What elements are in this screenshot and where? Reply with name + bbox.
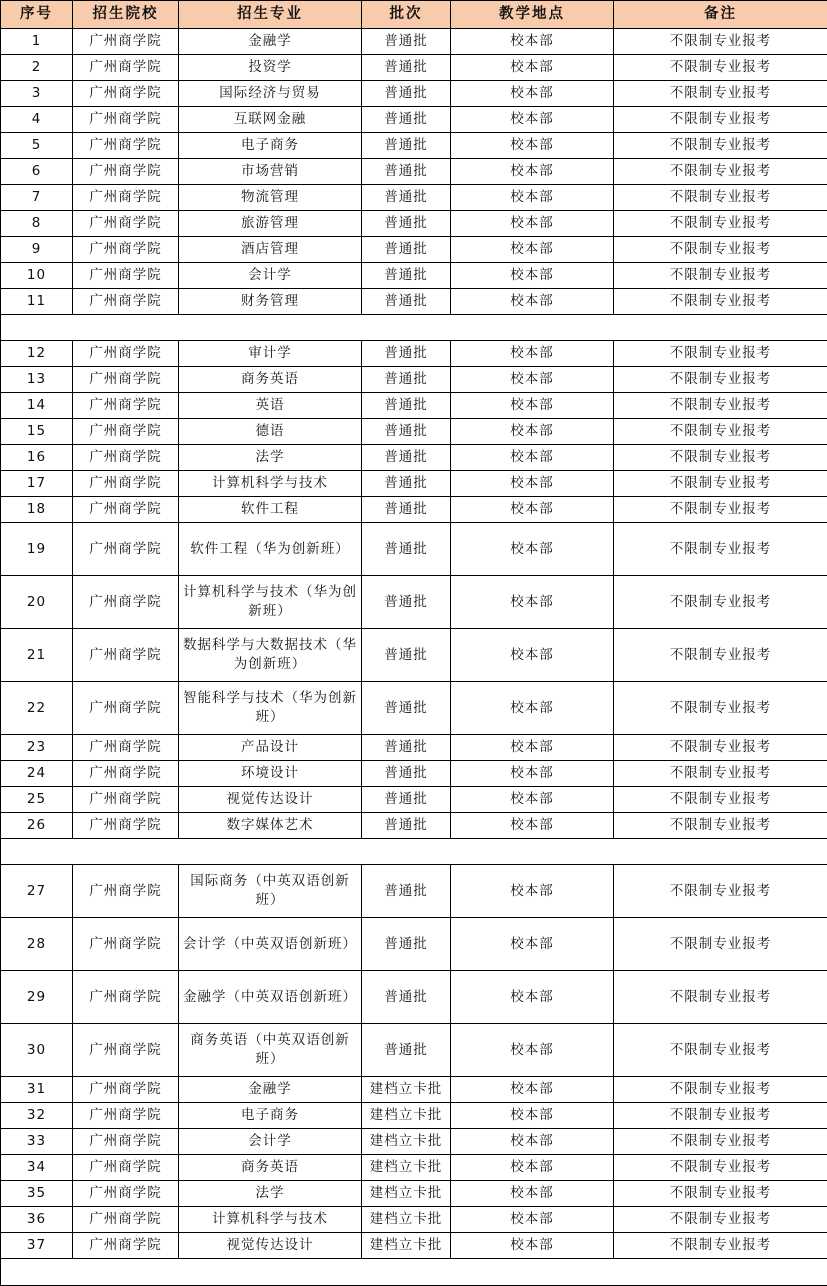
cell-batch: 建档立卡批 <box>362 1103 451 1129</box>
blank-cell <box>1 839 827 865</box>
cell-school: 广州商学院 <box>73 735 179 761</box>
cell-major: 财务管理 <box>179 289 362 315</box>
cell-no: 31 <box>1 1077 73 1103</box>
cell-batch: 普通批 <box>362 81 451 107</box>
cell-location: 校本部 <box>451 1077 614 1103</box>
cell-note: 不限制专业报考 <box>614 576 827 629</box>
table-row <box>1 1129 827 1155</box>
cell-note: 不限制专业报考 <box>614 393 827 419</box>
cell-location: 校本部 <box>451 682 614 735</box>
cell-no: 19 <box>1 523 73 576</box>
cell-note: 不限制专业报考 <box>614 471 827 497</box>
cell-note: 不限制专业报考 <box>614 55 827 81</box>
blank-separator-row <box>1 839 827 865</box>
cell-school: 广州商学院 <box>73 159 179 185</box>
cell-note: 不限制专业报考 <box>614 107 827 133</box>
table-row <box>1 865 827 918</box>
cell-batch: 普通批 <box>362 787 451 813</box>
cell-major: 计算机科学与技术（华为创新班） <box>179 576 362 629</box>
cell-batch: 建档立卡批 <box>362 1207 451 1233</box>
table-row <box>1 1233 827 1259</box>
cell-location: 校本部 <box>451 629 614 682</box>
table-row <box>1 576 827 629</box>
cell-location: 校本部 <box>451 393 614 419</box>
table-row <box>1 1207 827 1233</box>
cell-batch: 普通批 <box>362 471 451 497</box>
cell-location: 校本部 <box>451 865 614 918</box>
cell-note: 不限制专业报考 <box>614 735 827 761</box>
cell-no: 6 <box>1 159 73 185</box>
cell-location: 校本部 <box>451 813 614 839</box>
cell-location: 校本部 <box>451 107 614 133</box>
cell-no: 24 <box>1 761 73 787</box>
cell-major: 商务英语 <box>179 1155 362 1181</box>
cell-note: 不限制专业报考 <box>614 629 827 682</box>
cell-no: 7 <box>1 185 73 211</box>
cell-no: 32 <box>1 1103 73 1129</box>
cell-major: 计算机科学与技术 <box>179 471 362 497</box>
table-row <box>1 1024 827 1077</box>
cell-major: 商务英语（中英双语创新班） <box>179 1024 362 1077</box>
cell-batch: 普通批 <box>362 107 451 133</box>
cell-batch: 普通批 <box>362 263 451 289</box>
cell-school: 广州商学院 <box>73 107 179 133</box>
cell-note: 不限制专业报考 <box>614 1155 827 1181</box>
cell-batch: 普通批 <box>362 865 451 918</box>
header-batch: 批次 <box>362 1 451 29</box>
cell-no: 9 <box>1 237 73 263</box>
cell-major: 会计学 <box>179 263 362 289</box>
cell-school: 广州商学院 <box>73 971 179 1024</box>
cell-note: 不限制专业报考 <box>614 289 827 315</box>
cell-major: 法学 <box>179 1181 362 1207</box>
cell-batch: 普通批 <box>362 813 451 839</box>
cell-batch: 普通批 <box>362 367 451 393</box>
cell-major: 金融学（中英双语创新班） <box>179 971 362 1024</box>
cell-major: 审计学 <box>179 341 362 367</box>
cell-note: 不限制专业报考 <box>614 263 827 289</box>
cell-school: 广州商学院 <box>73 471 179 497</box>
blank-cell <box>1 1259 827 1286</box>
cell-batch: 普通批 <box>362 682 451 735</box>
cell-no: 21 <box>1 629 73 682</box>
cell-no: 33 <box>1 1129 73 1155</box>
cell-note: 不限制专业报考 <box>614 81 827 107</box>
cell-school: 广州商学院 <box>73 133 179 159</box>
cell-batch: 普通批 <box>362 133 451 159</box>
cell-school: 广州商学院 <box>73 865 179 918</box>
cell-major: 市场营销 <box>179 159 362 185</box>
cell-note: 不限制专业报考 <box>614 497 827 523</box>
table-row <box>1 918 827 971</box>
cell-batch: 普通批 <box>362 918 451 971</box>
cell-major: 互联网金融 <box>179 107 362 133</box>
cell-no: 13 <box>1 367 73 393</box>
cell-school: 广州商学院 <box>73 211 179 237</box>
cell-note: 不限制专业报考 <box>614 185 827 211</box>
cell-no: 28 <box>1 918 73 971</box>
cell-no: 8 <box>1 211 73 237</box>
cell-school: 广州商学院 <box>73 81 179 107</box>
table-row <box>1 787 827 813</box>
cell-location: 校本部 <box>451 576 614 629</box>
cell-no: 34 <box>1 1155 73 1181</box>
cell-location: 校本部 <box>451 971 614 1024</box>
cell-batch: 普通批 <box>362 1024 451 1077</box>
table-row <box>1 185 827 211</box>
cell-location: 校本部 <box>451 341 614 367</box>
cell-major: 德语 <box>179 419 362 445</box>
cell-no: 3 <box>1 81 73 107</box>
cell-location: 校本部 <box>451 523 614 576</box>
cell-note: 不限制专业报考 <box>614 159 827 185</box>
table-row <box>1 682 827 735</box>
cell-location: 校本部 <box>451 159 614 185</box>
cell-note: 不限制专业报考 <box>614 1077 827 1103</box>
table-body <box>1 29 827 1286</box>
blank-cell <box>1 315 827 341</box>
cell-major: 酒店管理 <box>179 237 362 263</box>
cell-school: 广州商学院 <box>73 29 179 55</box>
table-row <box>1 629 827 682</box>
cell-location: 校本部 <box>451 367 614 393</box>
cell-school: 广州商学院 <box>73 55 179 81</box>
cell-major: 国际商务（中英双语创新班） <box>179 865 362 918</box>
cell-no: 30 <box>1 1024 73 1077</box>
cell-batch: 普通批 <box>362 55 451 81</box>
cell-location: 校本部 <box>451 419 614 445</box>
cell-no: 25 <box>1 787 73 813</box>
cell-note: 不限制专业报考 <box>614 787 827 813</box>
cell-location: 校本部 <box>451 289 614 315</box>
table-row <box>1 211 827 237</box>
cell-school: 广州商学院 <box>73 523 179 576</box>
table-row <box>1 55 827 81</box>
cell-school: 广州商学院 <box>73 185 179 211</box>
cell-school: 广州商学院 <box>73 813 179 839</box>
cell-major: 旅游管理 <box>179 211 362 237</box>
cell-no: 2 <box>1 55 73 81</box>
cell-batch: 普通批 <box>362 393 451 419</box>
cell-no: 1 <box>1 29 73 55</box>
table-row <box>1 237 827 263</box>
cell-no: 12 <box>1 341 73 367</box>
cell-location: 校本部 <box>451 1181 614 1207</box>
cell-note: 不限制专业报考 <box>614 1207 827 1233</box>
cell-location: 校本部 <box>451 29 614 55</box>
table-row <box>1 107 827 133</box>
cell-location: 校本部 <box>451 1155 614 1181</box>
cell-note: 不限制专业报考 <box>614 133 827 159</box>
cell-batch: 普通批 <box>362 237 451 263</box>
table-row <box>1 81 827 107</box>
cell-major: 视觉传达设计 <box>179 1233 362 1259</box>
cell-location: 校本部 <box>451 1129 614 1155</box>
cell-no: 18 <box>1 497 73 523</box>
cell-batch: 普通批 <box>362 445 451 471</box>
header-location: 教学地点 <box>451 1 614 29</box>
cell-no: 35 <box>1 1181 73 1207</box>
cell-note: 不限制专业报考 <box>614 682 827 735</box>
cell-no: 16 <box>1 445 73 471</box>
cell-major: 投资学 <box>179 55 362 81</box>
cell-major: 数字媒体艺术 <box>179 813 362 839</box>
cell-school: 广州商学院 <box>73 1181 179 1207</box>
cell-batch: 普通批 <box>362 497 451 523</box>
cell-batch: 普通批 <box>362 523 451 576</box>
cell-note: 不限制专业报考 <box>614 813 827 839</box>
cell-major: 环境设计 <box>179 761 362 787</box>
cell-no: 5 <box>1 133 73 159</box>
cell-batch: 普通批 <box>362 629 451 682</box>
cell-school: 广州商学院 <box>73 341 179 367</box>
cell-batch: 普通批 <box>362 971 451 1024</box>
cell-school: 广州商学院 <box>73 497 179 523</box>
header-row <box>1 1 827 29</box>
cell-location: 校本部 <box>451 1103 614 1129</box>
cell-location: 校本部 <box>451 735 614 761</box>
table-row <box>1 471 827 497</box>
cell-school: 广州商学院 <box>73 367 179 393</box>
table-row <box>1 523 827 576</box>
cell-location: 校本部 <box>451 1207 614 1233</box>
cell-location: 校本部 <box>451 787 614 813</box>
cell-no: 27 <box>1 865 73 918</box>
cell-major: 软件工程（华为创新班） <box>179 523 362 576</box>
cell-no: 37 <box>1 1233 73 1259</box>
cell-school: 广州商学院 <box>73 289 179 315</box>
cell-batch: 建档立卡批 <box>362 1181 451 1207</box>
table-row <box>1 1155 827 1181</box>
cell-location: 校本部 <box>451 133 614 159</box>
cell-school: 广州商学院 <box>73 1207 179 1233</box>
table-row <box>1 971 827 1024</box>
cell-note: 不限制专业报考 <box>614 237 827 263</box>
cell-location: 校本部 <box>451 918 614 971</box>
cell-location: 校本部 <box>451 1233 614 1259</box>
cell-school: 广州商学院 <box>73 761 179 787</box>
cell-location: 校本部 <box>451 185 614 211</box>
cell-school: 广州商学院 <box>73 1024 179 1077</box>
table-row <box>1 29 827 55</box>
cell-note: 不限制专业报考 <box>614 29 827 55</box>
table-row <box>1 289 827 315</box>
cell-location: 校本部 <box>451 1024 614 1077</box>
table-row <box>1 133 827 159</box>
cell-no: 14 <box>1 393 73 419</box>
cell-note: 不限制专业报考 <box>614 367 827 393</box>
cell-major: 产品设计 <box>179 735 362 761</box>
cell-school: 广州商学院 <box>73 1077 179 1103</box>
cell-note: 不限制专业报考 <box>614 211 827 237</box>
cell-no: 20 <box>1 576 73 629</box>
cell-school: 广州商学院 <box>73 393 179 419</box>
cell-no: 4 <box>1 107 73 133</box>
cell-major: 视觉传达设计 <box>179 787 362 813</box>
blank-separator-row <box>1 1259 827 1286</box>
cell-no: 36 <box>1 1207 73 1233</box>
cell-batch: 普通批 <box>362 761 451 787</box>
cell-major: 软件工程 <box>179 497 362 523</box>
cell-location: 校本部 <box>451 211 614 237</box>
cell-location: 校本部 <box>451 55 614 81</box>
cell-school: 广州商学院 <box>73 1103 179 1129</box>
table-row <box>1 813 827 839</box>
cell-batch: 普通批 <box>362 159 451 185</box>
cell-note: 不限制专业报考 <box>614 761 827 787</box>
cell-batch: 普通批 <box>362 341 451 367</box>
cell-major: 国际经济与贸易 <box>179 81 362 107</box>
cell-batch: 普通批 <box>362 289 451 315</box>
cell-no: 15 <box>1 419 73 445</box>
cell-batch: 普通批 <box>362 735 451 761</box>
cell-batch: 普通批 <box>362 419 451 445</box>
cell-location: 校本部 <box>451 497 614 523</box>
cell-school: 广州商学院 <box>73 1129 179 1155</box>
cell-major: 英语 <box>179 393 362 419</box>
table-row <box>1 761 827 787</box>
cell-school: 广州商学院 <box>73 445 179 471</box>
table-row <box>1 497 827 523</box>
cell-note: 不限制专业报考 <box>614 1103 827 1129</box>
cell-school: 广州商学院 <box>73 237 179 263</box>
table-row <box>1 159 827 185</box>
cell-note: 不限制专业报考 <box>614 1233 827 1259</box>
cell-school: 广州商学院 <box>73 629 179 682</box>
cell-no: 29 <box>1 971 73 1024</box>
cell-no: 17 <box>1 471 73 497</box>
cell-major: 物流管理 <box>179 185 362 211</box>
cell-batch: 普通批 <box>362 185 451 211</box>
cell-school: 广州商学院 <box>73 419 179 445</box>
table-row <box>1 735 827 761</box>
cell-batch: 建档立卡批 <box>362 1129 451 1155</box>
cell-major: 计算机科学与技术 <box>179 1207 362 1233</box>
blank-separator-row <box>1 315 827 341</box>
cell-school: 广州商学院 <box>73 576 179 629</box>
header-no: 序号 <box>1 1 73 29</box>
cell-no: 10 <box>1 263 73 289</box>
table-row <box>1 445 827 471</box>
cell-major: 电子商务 <box>179 133 362 159</box>
cell-location: 校本部 <box>451 445 614 471</box>
cell-note: 不限制专业报考 <box>614 445 827 471</box>
cell-note: 不限制专业报考 <box>614 523 827 576</box>
cell-major: 金融学 <box>179 29 362 55</box>
table-row <box>1 393 827 419</box>
cell-location: 校本部 <box>451 81 614 107</box>
cell-school: 广州商学院 <box>73 263 179 289</box>
cell-school: 广州商学院 <box>73 1155 179 1181</box>
cell-location: 校本部 <box>451 471 614 497</box>
table-row <box>1 367 827 393</box>
table-row <box>1 1181 827 1207</box>
table-row <box>1 1077 827 1103</box>
cell-school: 广州商学院 <box>73 1233 179 1259</box>
cell-major: 智能科学与技术（华为创新班） <box>179 682 362 735</box>
cell-batch: 建档立卡批 <box>362 1077 451 1103</box>
cell-note: 不限制专业报考 <box>614 419 827 445</box>
cell-major: 会计学 <box>179 1129 362 1155</box>
cell-no: 22 <box>1 682 73 735</box>
cell-major: 金融学 <box>179 1077 362 1103</box>
cell-batch: 建档立卡批 <box>362 1233 451 1259</box>
cell-batch: 普通批 <box>362 211 451 237</box>
cell-batch: 普通批 <box>362 576 451 629</box>
cell-major: 电子商务 <box>179 1103 362 1129</box>
cell-note: 不限制专业报考 <box>614 971 827 1024</box>
header-major: 招生专业 <box>179 1 362 29</box>
cell-location: 校本部 <box>451 761 614 787</box>
cell-school: 广州商学院 <box>73 787 179 813</box>
cell-school: 广州商学院 <box>73 682 179 735</box>
cell-no: 26 <box>1 813 73 839</box>
cell-no: 11 <box>1 289 73 315</box>
cell-location: 校本部 <box>451 263 614 289</box>
header-note: 备注 <box>614 1 827 29</box>
cell-no: 23 <box>1 735 73 761</box>
cell-note: 不限制专业报考 <box>614 1024 827 1077</box>
cell-major: 商务英语 <box>179 367 362 393</box>
cell-major: 法学 <box>179 445 362 471</box>
cell-note: 不限制专业报考 <box>614 341 827 367</box>
header-school: 招生院校 <box>73 1 179 29</box>
table-row <box>1 341 827 367</box>
cell-note: 不限制专业报考 <box>614 865 827 918</box>
table-row <box>1 419 827 445</box>
table-row <box>1 263 827 289</box>
cell-note: 不限制专业报考 <box>614 1129 827 1155</box>
cell-batch: 建档立卡批 <box>362 1155 451 1181</box>
cell-batch: 普通批 <box>362 29 451 55</box>
cell-note: 不限制专业报考 <box>614 1181 827 1207</box>
cell-school: 广州商学院 <box>73 918 179 971</box>
cell-major: 数据科学与大数据技术（华为创新班） <box>179 629 362 682</box>
table-row <box>1 1103 827 1129</box>
cell-major: 会计学（中英双语创新班） <box>179 918 362 971</box>
cell-location: 校本部 <box>451 237 614 263</box>
cell-note: 不限制专业报考 <box>614 918 827 971</box>
